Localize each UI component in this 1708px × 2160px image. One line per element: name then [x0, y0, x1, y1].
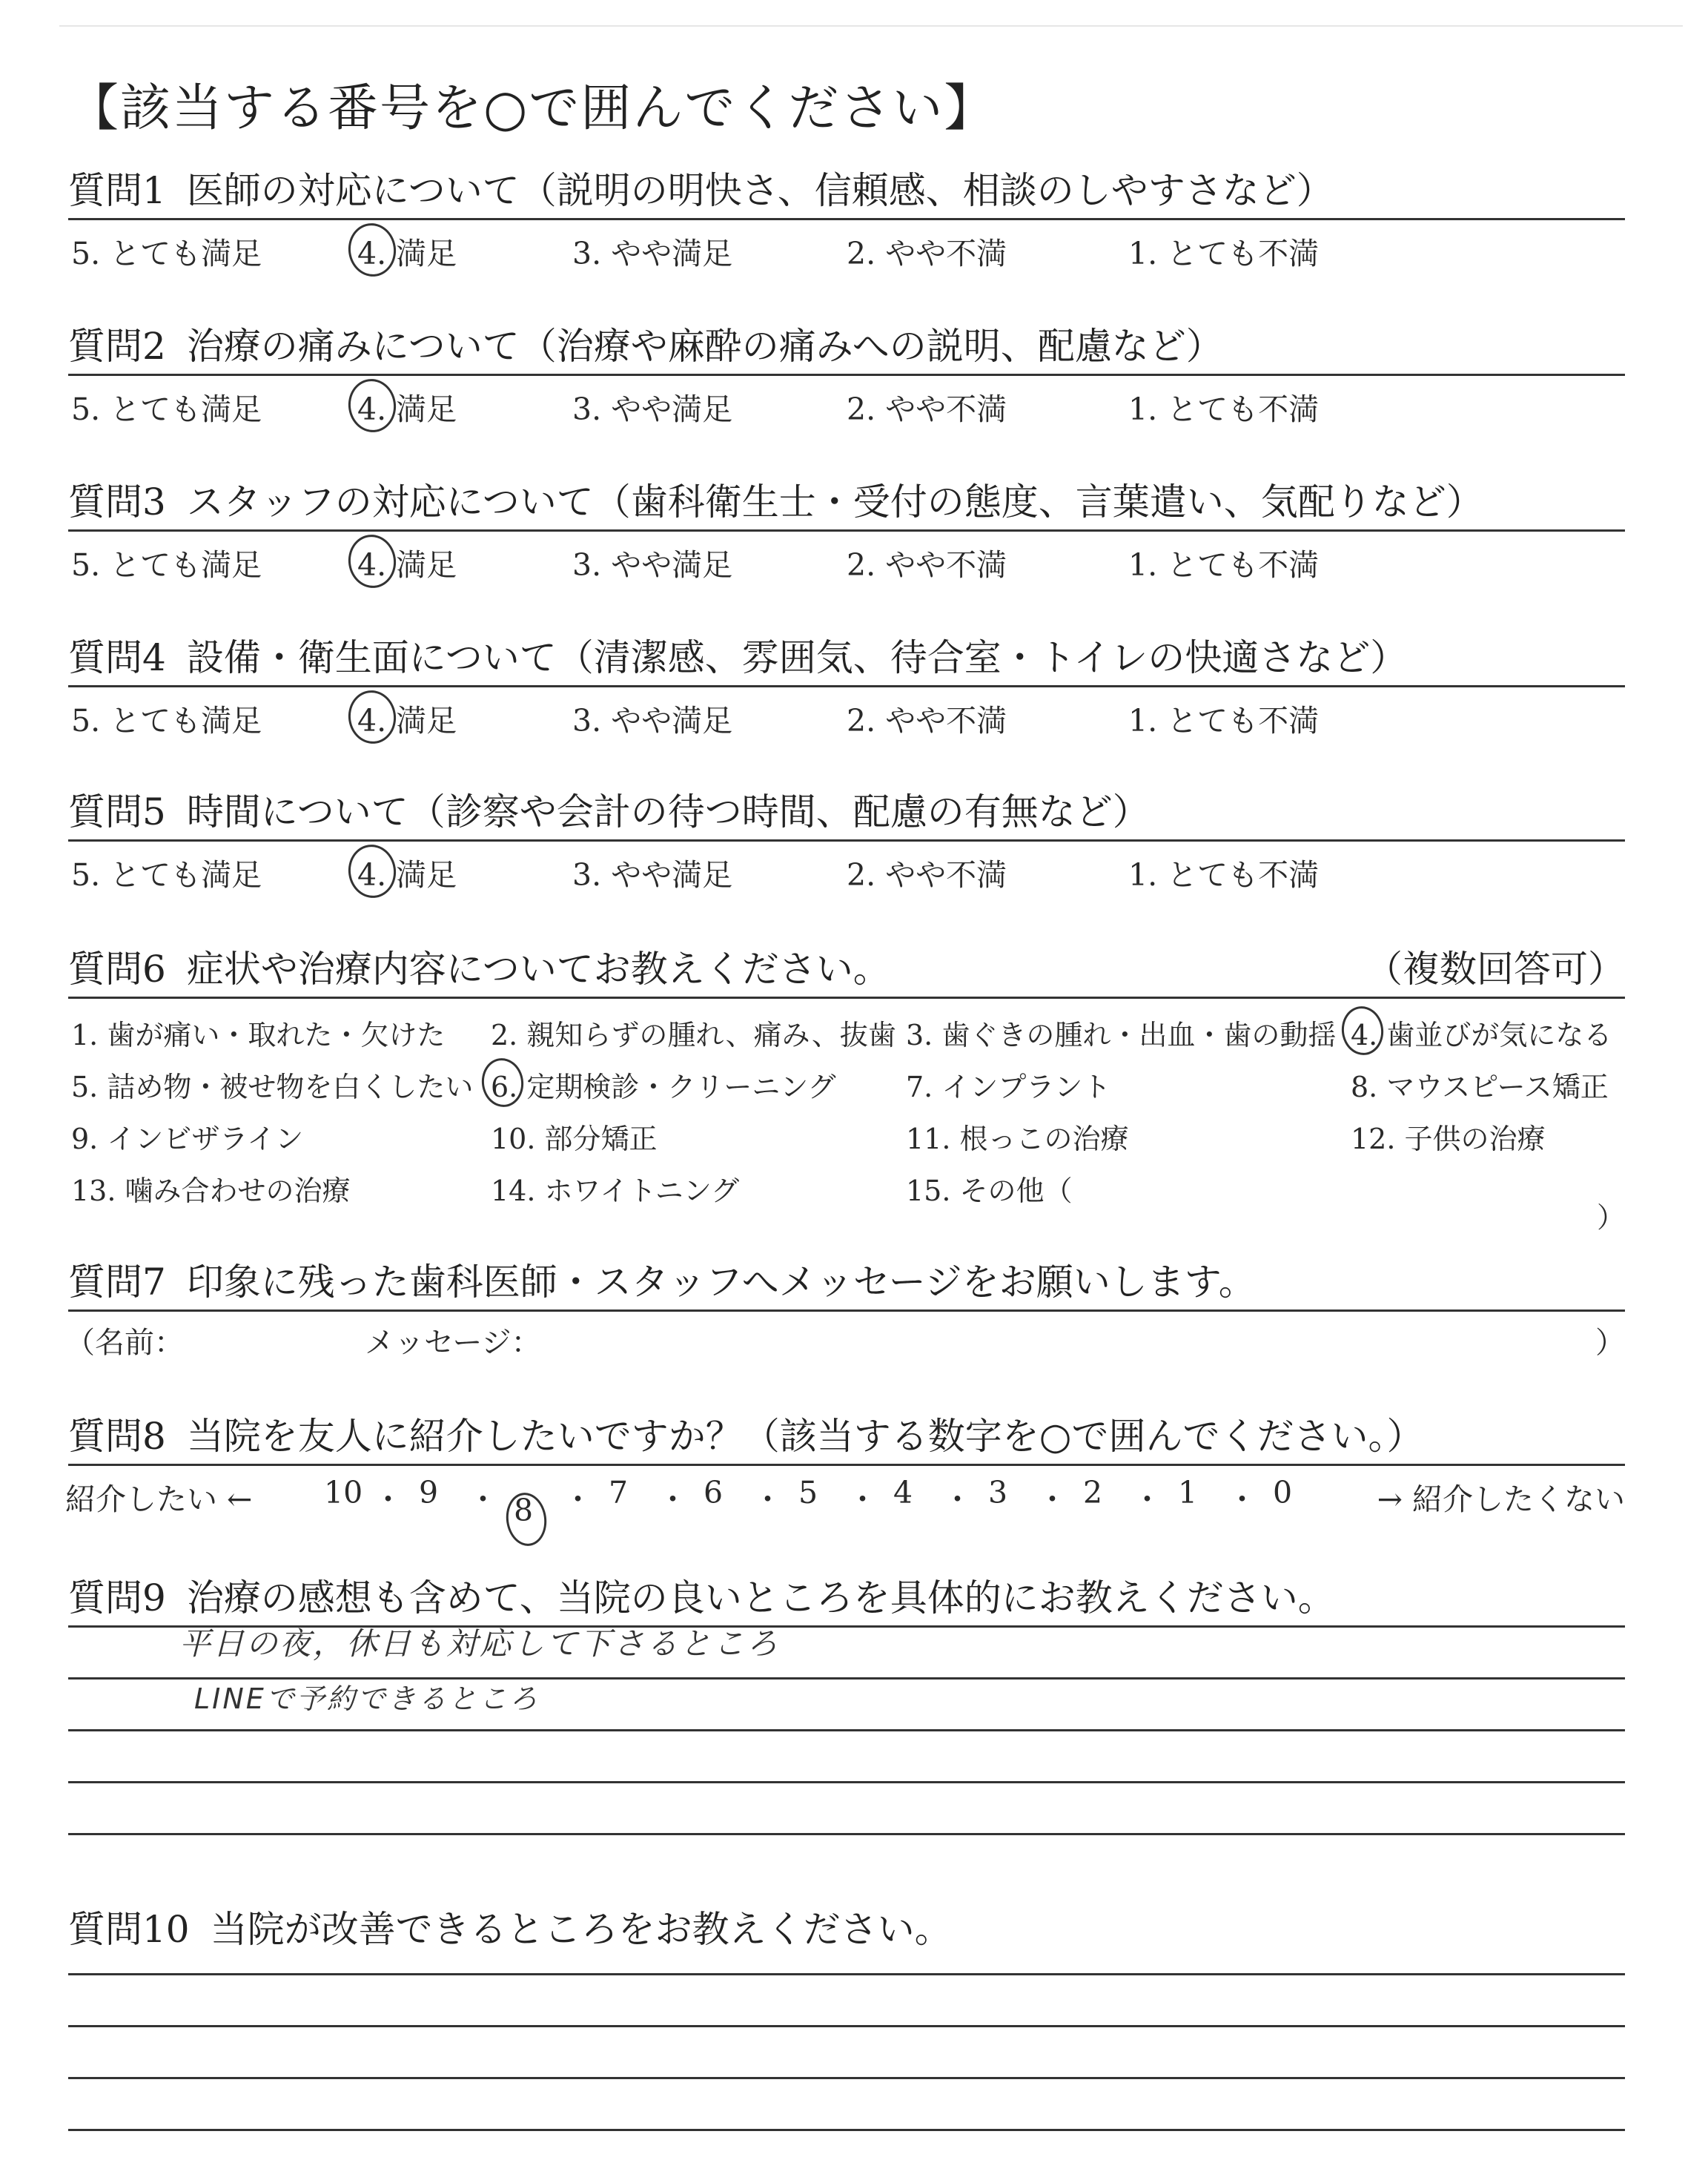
question-text: 医師の対応について（説明の明快さ、信頼感、相談のしやすさなど） — [186, 169, 1334, 212]
scale-value[interactable]: 3 — [988, 1475, 1008, 1510]
rating-option[interactable]: 5. とても満足 — [71, 236, 262, 271]
question-number: 質問6 — [68, 948, 166, 991]
question-number: 質問1 — [68, 169, 166, 212]
question-number: 質問3 — [68, 480, 166, 524]
writing-line — [68, 1781, 1625, 1783]
symptom-option[interactable]: 6. 定期検診・クリーニング — [491, 1064, 836, 1105]
rating-option[interactable]: 1. とても不満 — [1128, 236, 1320, 271]
scale-value[interactable]: 10 — [324, 1475, 363, 1510]
question-text: 当院が改善できるところをお教えください。 — [210, 1908, 952, 1951]
rating-option[interactable]: 1. とても不満 — [1128, 703, 1320, 739]
question-1 — [68, 163, 1625, 272]
multiple-answers-note: （複数回答可） — [1366, 948, 1625, 991]
rating-option[interactable]: 2. やや不満 — [847, 392, 1007, 427]
scale-separator: ・ — [752, 1482, 783, 1517]
rating-option[interactable]: 3. やや満足 — [572, 857, 733, 893]
symptom-option[interactable]: 8. マウスピース矯正 — [1351, 1071, 1609, 1103]
improvement-answer-area — [68, 1973, 1625, 2131]
scale-separator: ・ — [658, 1482, 688, 1517]
symptom-option[interactable]: 9. インビザライン — [71, 1123, 304, 1155]
name-label: （名前： — [65, 1326, 184, 1360]
symptom-option[interactable]: 3. 歯ぐきの腫れ・出血・歯の動揺 — [906, 1019, 1337, 1051]
question-number: 質問9 — [68, 1576, 166, 1619]
question-number: 質問4 — [68, 636, 166, 679]
symptom-option[interactable]: 7. インプラント — [906, 1071, 1111, 1103]
rating-option[interactable]: 2. やや不満 — [847, 857, 1007, 893]
rating-options — [68, 687, 1625, 739]
rating-option[interactable]: 1. とても不満 — [1128, 392, 1320, 427]
rating-option[interactable]: 4. 満足 — [357, 541, 457, 584]
symptom-option[interactable]: 14. ホワイトニング — [491, 1175, 740, 1207]
scale-value[interactable]: 9 — [419, 1475, 439, 1510]
handwritten-answer-1: 平日の夜，休日も対応して下さるところ — [179, 1625, 781, 1662]
question-number: 質問8 — [68, 1415, 166, 1458]
scale-separator: ・ — [1227, 1482, 1257, 1517]
rating-option[interactable]: 3. やや満足 — [572, 547, 733, 583]
writing-line — [68, 1833, 1625, 1835]
scale-separator: ・ — [468, 1482, 498, 1517]
scale-value[interactable]: 2 — [1083, 1475, 1103, 1510]
symptom-option[interactable]: 15. その他（ — [906, 1175, 1073, 1207]
rating-option[interactable]: 5. とても満足 — [71, 857, 262, 893]
scale-separator: ・ — [942, 1482, 973, 1517]
recommend-scale: 紹介したい ← → 紹介したくない 10 ・ 9 ・ 8 ・ 7 ・ 6 ・ 5 ・ 4 ・ 3 ・ 2 ・ 1 ・ 0 — [68, 1466, 1625, 1518]
rating-option[interactable]: 4. 満足 — [357, 851, 457, 894]
symptom-option[interactable]: 4. 歯並びが気になる — [1351, 1012, 1612, 1053]
recommend-right-label: → 紹介したくない — [1377, 1482, 1625, 1517]
scale-value[interactable]: 7 — [609, 1475, 629, 1510]
symptom-option[interactable]: 1. 歯が痛い・取れた・欠けた — [71, 1019, 446, 1051]
rating-option[interactable]: 2. やや不満 — [847, 547, 1007, 583]
rating-option[interactable]: 4. 満足 — [357, 229, 457, 273]
question-number: 質問7 — [68, 1261, 166, 1304]
rating-option[interactable]: 1. とても不満 — [1128, 857, 1320, 893]
handwritten-answer-2: LINEで予約できるところ — [194, 1682, 540, 1715]
scale-value[interactable]: 1 — [1178, 1475, 1198, 1510]
question-3 — [68, 475, 1625, 584]
scale-separator: ・ — [847, 1482, 878, 1517]
question-text: 治療の痛みについて（治療や麻酔の痛みへの説明、配慮など） — [186, 325, 1223, 368]
top-divider — [59, 25, 1683, 27]
rating-options — [68, 532, 1625, 584]
rating-option[interactable]: 4. 満足 — [357, 696, 457, 740]
rating-option[interactable]: 1. とても不満 — [1128, 547, 1320, 583]
question-text: 印象に残った歯科医師・スタッフへメッセージをお願いします。 — [186, 1261, 1256, 1304]
rating-options — [68, 376, 1625, 428]
rating-option[interactable]: 3. やや満足 — [572, 703, 733, 739]
other-close-paren: ） — [1596, 1201, 1625, 1234]
question-text: スタッフの対応について（歯科衛生士・受付の態度、言葉遣い、気配りなど） — [186, 480, 1483, 524]
scale-separator: ・ — [563, 1482, 593, 1517]
question-number: 質問2 — [68, 325, 166, 368]
rating-option[interactable]: 4. 満足 — [357, 385, 457, 429]
symptom-option[interactable]: 5. 詰め物・被せ物を白くしたい — [71, 1071, 474, 1103]
scale-separator: ・ — [1132, 1482, 1162, 1517]
writing-line — [68, 1729, 1625, 1731]
message-close-paren: ） — [1595, 1326, 1625, 1360]
question-5 — [68, 785, 1625, 894]
question-text: 時間について（診察や会計の待つ時間、配慮の有無など） — [186, 790, 1150, 833]
rating-option[interactable]: 5. とても満足 — [71, 547, 262, 583]
scale-value[interactable]: 6 — [704, 1475, 724, 1510]
question-10 — [68, 1902, 1625, 2131]
recommend-left-label: 紹介したい ← — [65, 1482, 253, 1517]
scale-value[interactable]: 0 — [1273, 1475, 1293, 1510]
scale-separator: ・ — [1037, 1482, 1068, 1517]
rating-option[interactable]: 2. やや不満 — [847, 703, 1007, 739]
rating-options — [68, 220, 1625, 272]
question-text: 当院を友人に紹介したいですか？（該当する数字を○で囲んでください。） — [186, 1415, 1424, 1458]
good-points-answer-area — [68, 1625, 1625, 1835]
question-text: 治療の感想も含めて、当院の良いところを具体的にお教えください。 — [186, 1576, 1335, 1619]
rating-option[interactable]: 5. とても満足 — [71, 703, 262, 739]
rating-options — [68, 842, 1625, 894]
symptom-option[interactable]: 13. 噛み合わせの治療 — [71, 1175, 351, 1207]
question-text: 設備・衛生面について（清潔感、雰囲気、待合室・トイレの快適さなど） — [186, 636, 1408, 679]
question-4 — [68, 630, 1625, 739]
message-label: メッセージ： — [365, 1326, 541, 1360]
question-text: 症状や治療内容についてお教えください。 — [186, 948, 890, 991]
question-2 — [68, 319, 1625, 428]
rating-option[interactable]: 2. やや不満 — [847, 236, 1007, 271]
writing-line — [68, 2129, 1625, 2131]
question-6 — [68, 942, 1625, 1234]
writing-line — [68, 2025, 1625, 2027]
symptom-option[interactable]: 11. 根っこの治療 — [906, 1123, 1129, 1155]
rating-option[interactable]: 3. やや満足 — [572, 392, 733, 427]
symptom-option[interactable]: 2. 親知らずの腫れ、痛み、抜歯 — [491, 1019, 896, 1051]
question-9 — [68, 1571, 1625, 1835]
question-8 — [65, 1409, 1625, 1528]
question-7 — [65, 1255, 1625, 1360]
symptom-option[interactable]: 12. 子供の治療 — [1351, 1123, 1546, 1155]
scale-value[interactable]: 4 — [893, 1475, 913, 1510]
symptom-option[interactable]: 10. 部分矯正 — [491, 1123, 658, 1155]
writing-line — [68, 1973, 1625, 1975]
question-number: 質問5 — [68, 790, 166, 833]
instruction-heading: 【該当する番号を○で囲んでください】 — [68, 79, 996, 138]
rating-option[interactable]: 5. とても満足 — [71, 392, 262, 427]
writing-line — [68, 2077, 1625, 2079]
scale-separator: ・ — [373, 1482, 403, 1517]
question-number: 質問10 — [68, 1908, 190, 1951]
rating-option[interactable]: 3. やや満足 — [572, 236, 733, 271]
scale-value[interactable]: 5 — [798, 1475, 818, 1510]
symptom-options — [68, 999, 1625, 1234]
